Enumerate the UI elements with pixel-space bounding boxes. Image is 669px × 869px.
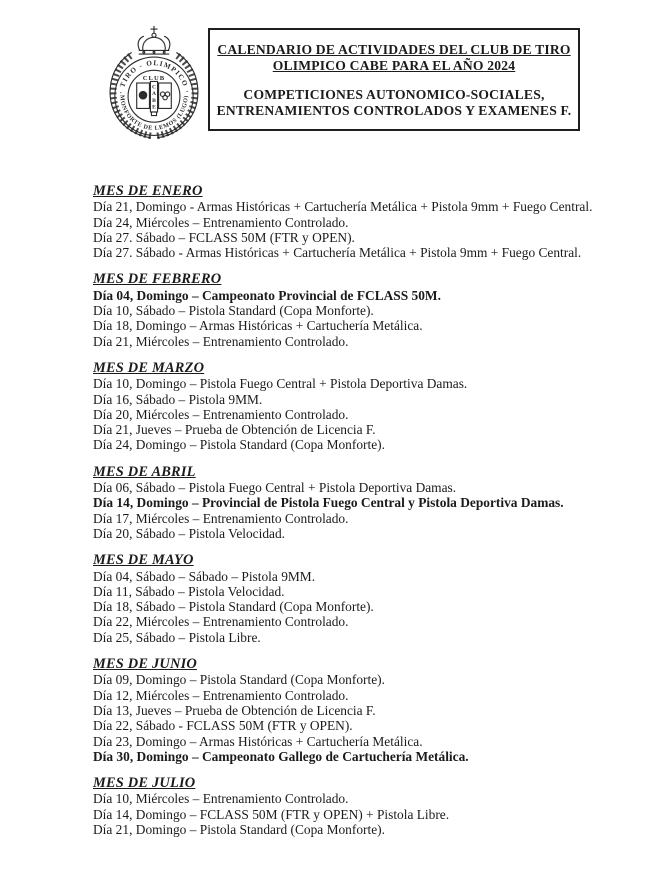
club-logo	[98, 24, 210, 142]
month-title: MES DE JUNIO	[93, 656, 197, 673]
month-title: MES DE ENERO	[93, 183, 203, 199]
month-section	[93, 776, 603, 837]
month-section	[93, 553, 603, 645]
calendar-entry: Día 12, Miércoles – Entrenamiento Controlado.	[93, 687, 349, 703]
logo-monogram-letter: E	[152, 104, 156, 111]
calendar-entry: Día 22, Miércoles – Entrenamiento Controlado.	[93, 614, 349, 630]
document-subtitle-line2: ENTRENAMIENTOS CONTROLADOS Y EXAMENES F.	[216, 103, 572, 118]
month-title: MES DE JULIO	[93, 775, 196, 792]
month-section	[93, 272, 603, 348]
logo-rings-right	[160, 92, 169, 100]
header-title-box	[208, 28, 580, 131]
calendar-entry: Día 27. Sábado - Armas Históricas + Cartuchería Metálica + Pistola 9mm + Fuego Central.	[93, 245, 582, 261]
calendar-entry: Día 18, Domingo – Armas Históricas + Cartuchería Metálica.	[93, 318, 423, 334]
calendar-entry: Día 04, Sábado – Sábado – Pistola 9MM.	[93, 568, 316, 584]
calendar-entry: Día 06, Sábado – Pistola Fuego Central + Pistola Deportiva Damas.	[93, 480, 457, 496]
logo-ring-bottom-text: MONFORTE DE LEMOS (LUGO)	[118, 94, 190, 132]
calendar-entry: Día 21, Domingo – Pistola Standard (Copa Monforte).	[93, 821, 385, 837]
logo-target-left	[139, 91, 148, 100]
calendar-entry: Día 10, Miércoles – Entrenamiento Controlado.	[93, 791, 349, 807]
month-title: MES DE ABRIL	[93, 463, 196, 480]
document-subtitle-line1: COMPETICIONES AUTONOMICO-SOCIALES,	[243, 87, 545, 102]
calendar-entry: Día 20, Sábado – Pistola Velocidad.	[93, 525, 286, 541]
calendar-entry: Día 21, Miércoles – Entrenamiento Controlado.	[93, 333, 349, 349]
logo-club-label: CLUB	[142, 74, 166, 82]
calendar-entry: Día 13, Jueves – Prueba de Obtención de Licencia F.	[93, 702, 376, 718]
calendar-entry: Día 20, Miércoles – Entrenamiento Controlado.	[93, 406, 349, 422]
calendar-entry: Día 17, Miércoles – Entrenamiento Controlado.	[93, 510, 349, 526]
logo-monogram-letter: B	[152, 97, 156, 104]
calendar-entry: Día 24, Domingo – Pistola Standard (Copa Monforte).	[93, 437, 385, 453]
calendar-content	[93, 184, 603, 849]
calendar-entry: Día 10, Domingo – Pistola Fuego Central + Pistola Deportiva Damas.	[93, 376, 468, 392]
calendar-entry: Día 23, Domingo – Armas Históricas + Cartuchería Metálica.	[93, 733, 423, 749]
calendar-entry: Día 10, Sábado – Pistola Standard (Copa Monforte).	[93, 303, 374, 319]
month-title: MES DE FEBRERO	[93, 271, 222, 288]
month-section	[93, 465, 603, 541]
month-section	[93, 657, 603, 764]
calendar-entry: Día 18, Sábado – Pistola Standard (Copa Monforte).	[93, 599, 374, 615]
calendar-entry: Día 16, Sábado – Pistola 9MM.	[93, 391, 263, 407]
month-title: MES DE MARZO	[93, 359, 205, 376]
month-title: MES DE MAYO	[93, 552, 194, 569]
calendar-entry: Día 11, Sábado – Pistola Velocidad.	[93, 583, 285, 599]
logo-monogram-cabe	[152, 85, 156, 111]
calendar-entry: Día 21, Jueves – Prueba de Obtención de Licencia F.	[93, 422, 376, 438]
document-title-line2: OLIMPICO CABE PARA EL AÑO 2024	[272, 58, 516, 73]
calendar-entry: Día 21, Domingo - Armas Históricas + Cartuchería Metálica + Pistola 9mm + Fuego Central.	[93, 199, 593, 215]
logo-monogram-letter: C	[151, 84, 157, 91]
calendar-entry: Día 24, Miércoles – Entrenamiento Controlado.	[93, 214, 349, 230]
calendar-entry: Día 04, Domingo – Campeonato Provincial de FCLASS 50M.	[93, 287, 441, 303]
calendar-entry: Día 14, Domingo – Provincial de Pistola Fuego Central y Pistola Deportiva Damas.	[93, 495, 564, 511]
calendar-entry: Día 22, Sábado - FCLASS 50M (FTR y OPEN).	[93, 718, 353, 734]
calendar-entry: Día 30, Domingo – Campeonato Gallego de Cartuchería Metálica.	[93, 748, 469, 764]
calendar-entry: Día 14, Domingo – FCLASS 50M (FTR y OPEN) + Pistola Libre.	[93, 806, 450, 822]
calendar-entry: Día 25, Sábado – Pistola Libre.	[93, 629, 261, 645]
month-section	[93, 361, 603, 453]
logo-monogram-letter: A	[151, 91, 157, 98]
crown-icon	[138, 26, 170, 54]
calendar-entry: Día 27. Sábado – FCLASS 50M (FTR y OPEN).	[93, 229, 355, 245]
logo-ring-top-text: · TIRO - OLIMPICO ·	[117, 59, 191, 95]
document-title-line1: CALENDARIO DE ACTIVIDADES DEL CLUB DE TIRO	[217, 42, 571, 57]
club-logo-svg	[98, 24, 210, 142]
calendar-entry: Día 09, Domingo – Pistola Standard (Copa Monforte).	[93, 672, 385, 688]
document-subtitle	[210, 87, 578, 119]
month-section	[93, 184, 603, 260]
